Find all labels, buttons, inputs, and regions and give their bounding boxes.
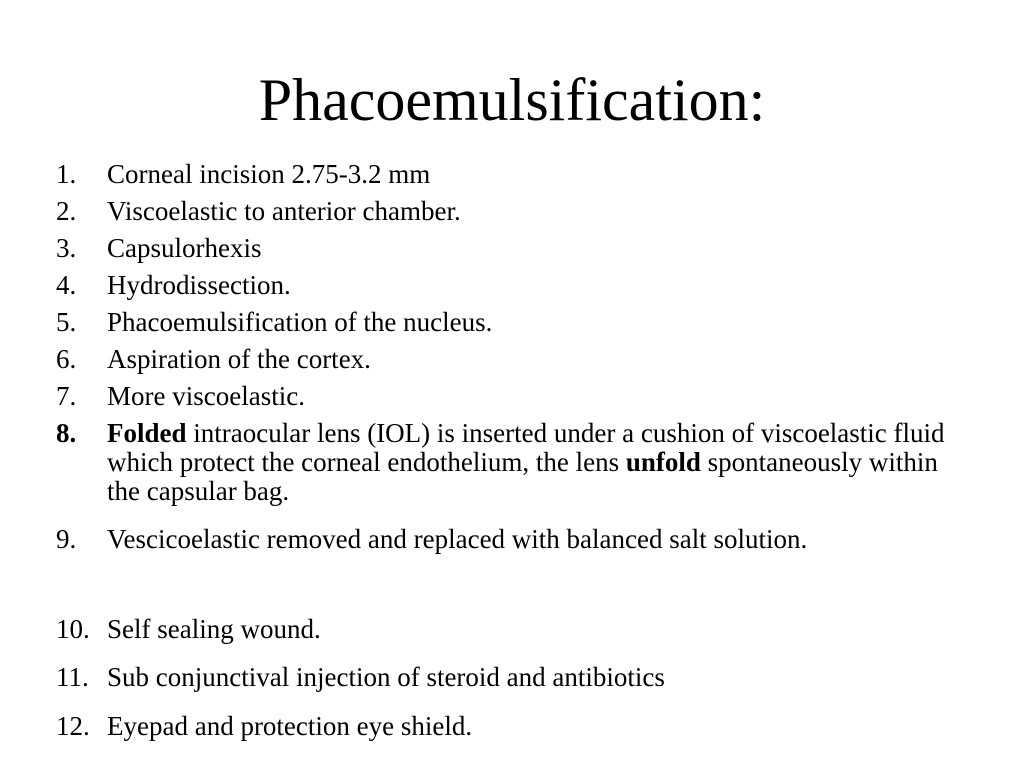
list-item bbox=[56, 271, 956, 300]
list-item-number: 1. bbox=[56, 159, 77, 189]
list-item-text: Eyepad and protection eye shield. bbox=[107, 711, 473, 741]
list-item bbox=[56, 345, 956, 374]
list-item-text: Corneal incision 2.75-3.2 mm bbox=[107, 159, 431, 189]
list-item bbox=[56, 382, 956, 411]
list-item-text-part: intraocular lens (IOL) is inserted under a cushion of viscoelastic fluid which protect the corneal endothelium, the lens bbox=[107, 418, 945, 477]
list-item-number: 8. bbox=[56, 418, 77, 448]
list-item-text: Aspiration of the cortex. bbox=[107, 344, 371, 374]
list-item bbox=[56, 234, 956, 263]
list-item bbox=[56, 308, 956, 337]
list-item bbox=[56, 663, 956, 692]
list-item bbox=[56, 712, 956, 741]
list-item-number: 10. bbox=[56, 614, 90, 644]
list-item-text: Hydrodissection. bbox=[107, 270, 291, 300]
list-item-number: 12. bbox=[56, 711, 90, 741]
emphasis-unfold: unfold bbox=[625, 447, 701, 477]
list-item-text: More viscoelastic. bbox=[107, 381, 305, 411]
list-item-number: 4. bbox=[56, 270, 77, 300]
list-item-text: Capsulorhexis bbox=[107, 233, 262, 263]
list-item-number: 11. bbox=[56, 662, 89, 692]
list-item-number: 3. bbox=[56, 233, 77, 263]
list-item-number: 7. bbox=[56, 381, 77, 411]
list-item-text: Vescicoelastic removed and replaced with balanced salt solution. bbox=[107, 524, 808, 554]
list-item bbox=[56, 197, 956, 226]
list-item bbox=[56, 419, 956, 506]
list-item-number: 5. bbox=[56, 307, 77, 337]
list-item-text: Self sealing wound. bbox=[107, 614, 321, 644]
list-item bbox=[56, 519, 956, 560]
slide-title: Phacoemulsification: bbox=[258, 67, 766, 133]
list-item-number: 9. bbox=[56, 524, 77, 554]
list-item-text: Phacoemulsification of the nucleus. bbox=[107, 307, 493, 337]
list-item-number: 6. bbox=[56, 344, 77, 374]
list-item-text-part: spontaneously within the capsular bag. bbox=[107, 447, 938, 506]
emphasis-folded: Folded bbox=[107, 418, 187, 448]
list-item-text bbox=[107, 419, 967, 506]
list-item bbox=[56, 160, 956, 189]
list-item-text: Viscoelastic to anterior chamber. bbox=[107, 196, 461, 226]
list-item-text: Sub conjunctival injection of steroid and antibiotics bbox=[107, 662, 665, 692]
list-item-number: 2. bbox=[56, 196, 77, 226]
list-item bbox=[56, 615, 956, 644]
